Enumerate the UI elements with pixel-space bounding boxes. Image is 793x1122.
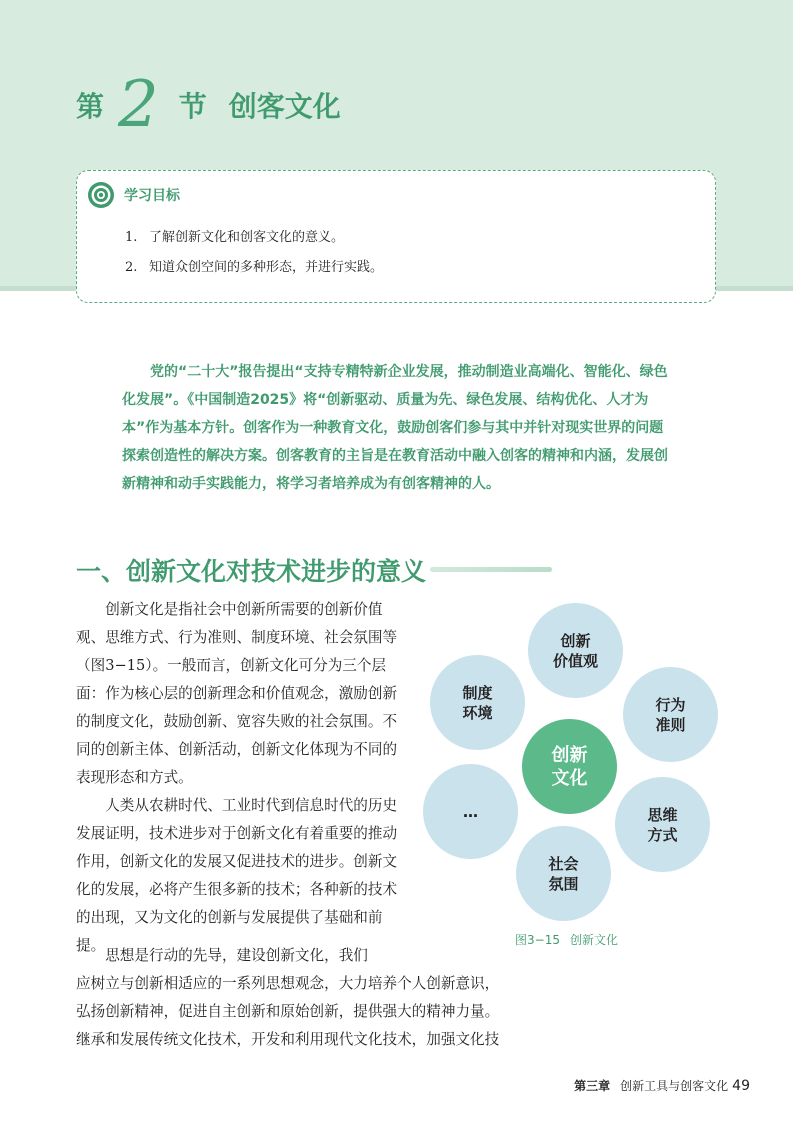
body-line: 弘扬创新精神，促进自主创新和原始创新，提供强大的精神力量。 <box>76 1003 500 1020</box>
goal-text: 了解创新文化和创客文化的意义。 <box>149 230 345 245</box>
section-number: 2 <box>118 68 159 142</box>
node-label: 思维 方式 <box>647 805 678 844</box>
body-line: 思想是行动的先导，建设创新文化，我们 <box>105 947 368 964</box>
body-paragraph-3 <box>76 942 556 1054</box>
heading-decoration <box>430 567 552 572</box>
body-line: 继承和发展传统文化技术，开发和利用现代文化技术，加强文化技 <box>76 1031 500 1048</box>
body-paragraph-2: 人类从农耕时代、工业时代到信息时代的历史发展证明，技术进步对于创新文化有着重要的推动作用，创新文化的发展又促进技术的进步。创新文化的发展，必将产生很多新的技术；各种新的技术的出现，又为文化的创新与发展提供了基础和前提。 <box>76 797 398 954</box>
target-icon <box>87 181 115 209</box>
node-conduct <box>623 667 718 762</box>
intro-line: 精神和内涵，发展创新精神和动手实践能力，将学习者培养成为有创客精神的人。 <box>122 448 668 492</box>
intro-line: 化、人才为本”作为基本方针。创客作为一种教育文化，鼓励创客们参与其中并针对 <box>122 392 649 436</box>
section-suffix: 节 <box>178 90 207 123</box>
center-label: 创新 文化 <box>551 744 588 789</box>
figure-caption <box>515 931 618 948</box>
page-footer <box>574 1077 750 1094</box>
node-label: 社会 氛围 <box>548 854 579 893</box>
node-label: 制度 环境 <box>462 683 493 722</box>
section-title <box>76 70 341 140</box>
node-label: 行为 准则 <box>655 695 686 734</box>
intro-line: 现实世界的问题探索创造性的解决方案。创客教育的主旨是在教育活动中融入创客的 <box>122 420 664 464</box>
body-column <box>76 596 406 960</box>
footer-title: 创新工具与创客文化 <box>620 1079 729 1093</box>
goal-item <box>125 223 383 253</box>
node-thinking <box>615 777 710 872</box>
goal-number: 2. <box>125 260 138 275</box>
node-center <box>522 719 617 814</box>
node-system <box>430 655 525 750</box>
intro-paragraph <box>122 358 674 498</box>
goal-text: 知道众创空间的多种形态，并进行实践。 <box>149 260 384 275</box>
body-paragraph-1: 创新文化是指社会中创新所需要的创新价值观、思维方式、行为准则、制度环境、社会氛围等（图3−15）。一般而言，创新文化可分为三个层面：作为核心层的创新理念和价值观念，激励创新的制度文化，鼓励创新、宽容失败的社会氛围。不同的创新主体、创新活动，创新文化体现为不同的表现形态和方式。 <box>76 601 398 786</box>
section-prefix: 第 <box>76 90 105 123</box>
heading-1: 一、创新文化对技术进步的意义 <box>76 557 427 586</box>
node-social <box>516 826 611 921</box>
learning-goals-box <box>76 170 716 303</box>
intro-line: 党的“二十大”报告提出“支持专精特新企业发展，推动制造业高端化、智能 <box>150 364 612 380</box>
page-number: 49 <box>732 1078 750 1094</box>
goal-number: 1. <box>125 230 138 245</box>
node-label: … <box>463 802 478 821</box>
learning-goals-title: 学习目标 <box>124 188 180 204</box>
learning-goals-list <box>125 223 383 283</box>
intro-line: 化、绿色化发展”。《中国制造2025》将“创新驱动、质量为先、绿色发展、结构优 <box>122 364 668 408</box>
figure-caption-label: 图3−15 <box>515 933 560 947</box>
node-label: 创新 价值观 <box>552 631 598 670</box>
section-name: 创客文化 <box>228 90 341 123</box>
figure-caption-text: 创新文化 <box>569 933 618 947</box>
node-ellipsis <box>423 764 518 859</box>
body-line: 应树立与创新相适应的一系列思想观念，大力培养个人创新意识， <box>76 975 500 992</box>
goal-item <box>125 253 383 283</box>
footer-chapter: 第三章 <box>574 1079 611 1093</box>
node-values <box>528 603 623 698</box>
